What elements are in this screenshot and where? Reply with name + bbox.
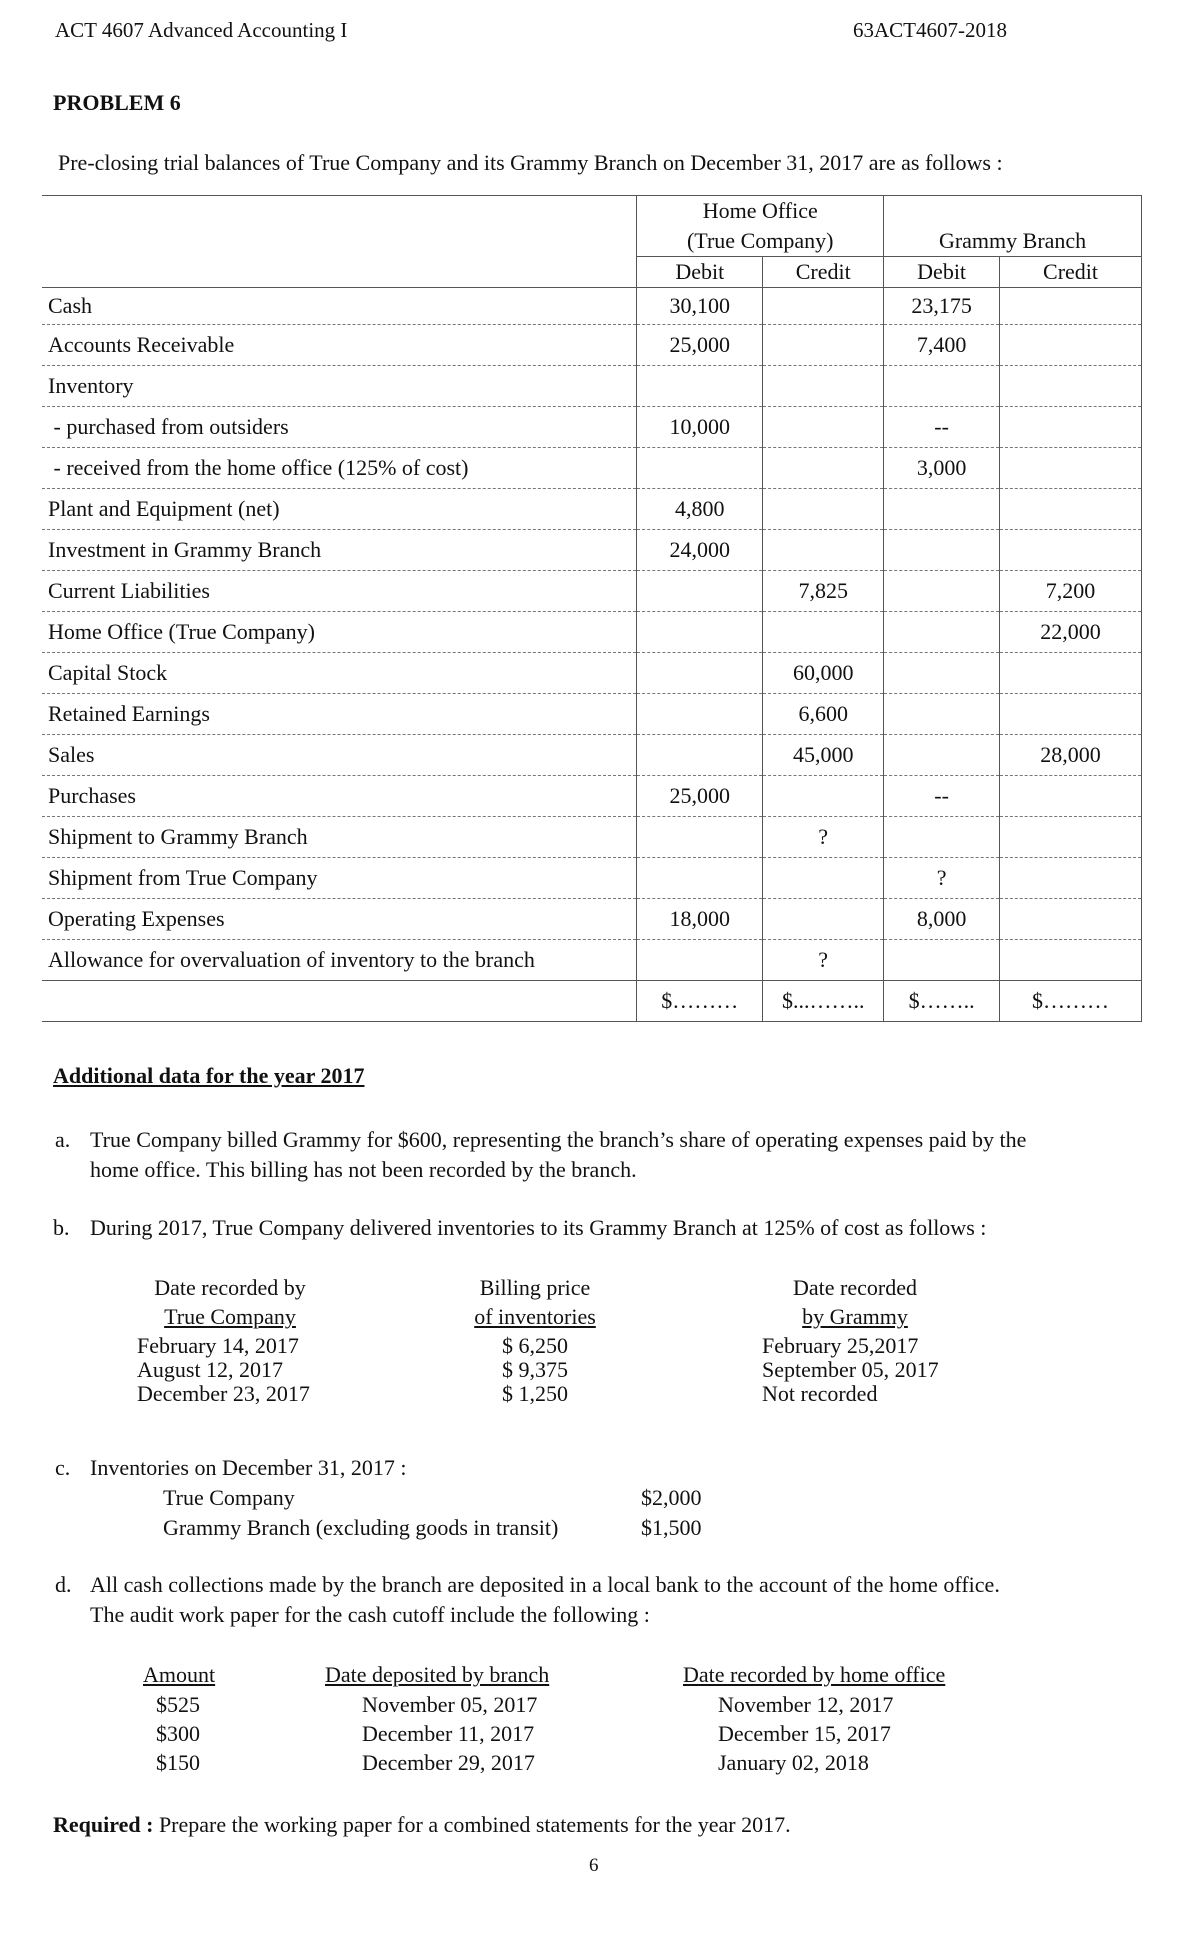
b-row-price: $ 6,250 bbox=[502, 1333, 568, 1358]
item-a-line2: home office. This billing has not been recorded by the branch. bbox=[90, 1157, 637, 1182]
item-d-line2: The audit work paper for the cash cutoff include the following : bbox=[90, 1602, 650, 1627]
amount-bc bbox=[1000, 940, 1142, 981]
amount-bd bbox=[884, 571, 1000, 612]
amount-hd bbox=[637, 817, 763, 858]
amount-hd: 24,000 bbox=[637, 530, 763, 571]
table-row bbox=[42, 448, 1142, 489]
b-col3-header-2: by Grammy bbox=[802, 1304, 908, 1329]
total-branch-credit: $……… bbox=[1000, 981, 1142, 1022]
table-row bbox=[42, 817, 1142, 858]
account-name: Current Liabilities bbox=[42, 571, 637, 612]
d-row-rec: December 15, 2017 bbox=[718, 1721, 891, 1746]
amount-bd bbox=[884, 735, 1000, 776]
amount-hd: 25,000 bbox=[637, 325, 763, 366]
account-name: Retained Earnings bbox=[42, 694, 637, 735]
amount-bc: 28,000 bbox=[1000, 735, 1142, 776]
trial-balance-table bbox=[42, 195, 1142, 1022]
amount-bc bbox=[1000, 407, 1142, 448]
amount-hc: 60,000 bbox=[763, 653, 884, 694]
amount-bc: 22,000 bbox=[1000, 612, 1142, 653]
amount-hd bbox=[637, 366, 763, 407]
account-name: Shipment from True Company bbox=[42, 858, 637, 899]
b-col3-header-1: Date recorded bbox=[793, 1275, 917, 1300]
amount-bd: ? bbox=[884, 858, 1000, 899]
required-line bbox=[53, 1812, 791, 1838]
home-credit-header: Credit bbox=[763, 257, 884, 288]
account-name: Shipment to Grammy Branch bbox=[42, 817, 637, 858]
home-office-header-1: Home Office bbox=[637, 196, 884, 227]
d-col1-header: Amount bbox=[143, 1662, 216, 1687]
amount-bc bbox=[1000, 817, 1142, 858]
amount-hc: ? bbox=[763, 817, 884, 858]
b-row-d1: August 12, 2017 bbox=[137, 1357, 284, 1382]
amount-hc bbox=[763, 899, 884, 940]
d-row-rec: November 12, 2017 bbox=[718, 1692, 894, 1717]
amount-bd bbox=[884, 653, 1000, 694]
amount-hd bbox=[637, 694, 763, 735]
amount-bc bbox=[1000, 858, 1142, 899]
amount-bd bbox=[884, 366, 1000, 407]
amount-hc bbox=[763, 858, 884, 899]
account-name: Accounts Receivable bbox=[42, 325, 637, 366]
total-branch-debit: $…….. bbox=[884, 981, 1000, 1022]
amount-bd bbox=[884, 694, 1000, 735]
account-name: - received from the home office (125% of cost) bbox=[42, 448, 637, 489]
item-a-line1: True Company billed Grammy for $600, representing the branch’s share of operating expenses paid by the bbox=[90, 1127, 1027, 1152]
branch-debit-header: Debit bbox=[884, 257, 1000, 288]
amount-bc bbox=[1000, 776, 1142, 817]
b-col1-header-2: True Company bbox=[164, 1304, 296, 1329]
d-row-dep: November 05, 2017 bbox=[362, 1692, 538, 1717]
item-b-marker: b. bbox=[53, 1215, 70, 1240]
table-row bbox=[42, 858, 1142, 899]
item-c-text: Inventories on December 31, 2017 : bbox=[90, 1455, 407, 1480]
amount-hd: 25,000 bbox=[637, 776, 763, 817]
table-row bbox=[42, 530, 1142, 571]
total-home-debit: $……… bbox=[637, 981, 763, 1022]
amount-hc bbox=[763, 530, 884, 571]
b-row-d1: February 14, 2017 bbox=[137, 1333, 299, 1358]
amount-hc bbox=[763, 489, 884, 530]
account-name: Capital Stock bbox=[42, 653, 637, 694]
account-name: Home Office (True Company) bbox=[42, 612, 637, 653]
amount-bd: -- bbox=[884, 776, 1000, 817]
d-row-rec: January 02, 2018 bbox=[718, 1750, 869, 1775]
b-row-d1: December 23, 2017 bbox=[137, 1381, 310, 1406]
account-name: Purchases bbox=[42, 776, 637, 817]
amount-bc bbox=[1000, 489, 1142, 530]
c-row2-label: Grammy Branch (excluding goods in transit) bbox=[163, 1515, 559, 1540]
amount-hc bbox=[763, 448, 884, 489]
table-row bbox=[42, 776, 1142, 817]
c-row2-value: $1,500 bbox=[641, 1515, 702, 1540]
d-row-amt: $300 bbox=[156, 1721, 200, 1746]
page-number: 6 bbox=[589, 1855, 599, 1876]
required-text: Prepare the working paper for a combined statements for the year 2017. bbox=[158, 1812, 791, 1837]
amount-hd bbox=[637, 735, 763, 776]
b-row-price: $ 9,375 bbox=[502, 1357, 568, 1382]
c-row1-label: True Company bbox=[163, 1485, 295, 1510]
amount-hc bbox=[763, 325, 884, 366]
amount-bc bbox=[1000, 288, 1142, 325]
amount-hd: 30,100 bbox=[637, 288, 763, 325]
b-col2-header-1: Billing price bbox=[479, 1275, 591, 1300]
amount-hc bbox=[763, 612, 884, 653]
course-title: ACT 4607 Advanced Accounting I bbox=[55, 18, 348, 42]
table-row bbox=[42, 325, 1142, 366]
total-home-credit: $...…….. bbox=[763, 981, 884, 1022]
amount-hc: 7,825 bbox=[763, 571, 884, 612]
account-name: Allowance for overvaluation of inventory to the branch bbox=[42, 940, 637, 981]
intro-text: Pre-closing trial balances of True Company and its Grammy Branch on December 31, 2017 are as follows : bbox=[58, 150, 1003, 175]
table-row bbox=[42, 489, 1142, 530]
account-name: Operating Expenses bbox=[42, 899, 637, 940]
amount-bc bbox=[1000, 653, 1142, 694]
amount-bc bbox=[1000, 899, 1142, 940]
amount-hc bbox=[763, 366, 884, 407]
amount-bc bbox=[1000, 530, 1142, 571]
amount-bd: 23,175 bbox=[884, 288, 1000, 325]
table-row bbox=[42, 940, 1142, 981]
d-row-dep: December 11, 2017 bbox=[362, 1721, 535, 1746]
amount-hc: 45,000 bbox=[763, 735, 884, 776]
branch-credit-header: Credit bbox=[1000, 257, 1142, 288]
amount-bd: 3,000 bbox=[884, 448, 1000, 489]
b-col2-header-2: of inventories bbox=[474, 1304, 596, 1329]
problem-title: PROBLEM 6 bbox=[53, 90, 181, 115]
b-row-price: $ 1,250 bbox=[502, 1381, 568, 1406]
table-row bbox=[42, 612, 1142, 653]
amount-hd: 18,000 bbox=[637, 899, 763, 940]
amount-hc bbox=[763, 288, 884, 325]
d-col3-header: Date recorded by home office bbox=[683, 1662, 946, 1687]
account-name: Plant and Equipment (net) bbox=[42, 489, 637, 530]
required-label: Required : bbox=[53, 1812, 154, 1837]
amount-hd bbox=[637, 940, 763, 981]
amount-hc bbox=[763, 776, 884, 817]
amount-hc: 6,600 bbox=[763, 694, 884, 735]
table-row bbox=[42, 407, 1142, 448]
amount-hd bbox=[637, 858, 763, 899]
additional-heading: Additional data for the year 2017 bbox=[53, 1063, 365, 1088]
amount-bc bbox=[1000, 448, 1142, 489]
c-row1-value: $2,000 bbox=[641, 1485, 702, 1510]
b-row-d2: Not recorded bbox=[762, 1381, 878, 1406]
amount-bd bbox=[884, 612, 1000, 653]
table-row bbox=[42, 694, 1142, 735]
amount-hd bbox=[637, 448, 763, 489]
amount-hd bbox=[637, 612, 763, 653]
amount-bd bbox=[884, 530, 1000, 571]
amount-bd: -- bbox=[884, 407, 1000, 448]
item-d-marker: d. bbox=[55, 1572, 72, 1597]
amount-bc bbox=[1000, 366, 1142, 407]
home-debit-header: Debit bbox=[637, 257, 763, 288]
amount-hc bbox=[763, 407, 884, 448]
table-row bbox=[42, 366, 1142, 407]
b-row-d2: February 25,2017 bbox=[762, 1333, 919, 1358]
item-a-marker: a. bbox=[55, 1127, 71, 1152]
amount-hd: 10,000 bbox=[637, 407, 763, 448]
d-row-amt: $525 bbox=[156, 1692, 200, 1717]
amount-bd bbox=[884, 940, 1000, 981]
item-d-line1: All cash collections made by the branch are deposited in a local bank to the account of the home office. bbox=[90, 1572, 1000, 1597]
table-row bbox=[42, 288, 1142, 325]
d-row-amt: $150 bbox=[156, 1750, 200, 1775]
account-name: Cash bbox=[42, 288, 637, 325]
course-code: 63ACT4607-2018 bbox=[853, 18, 1007, 42]
account-name: Sales bbox=[42, 735, 637, 776]
item-b-text: During 2017, True Company delivered inventories to its Grammy Branch at 125% of cost as follows : bbox=[90, 1215, 987, 1240]
item-c-marker: c. bbox=[55, 1455, 71, 1480]
amount-hd bbox=[637, 571, 763, 612]
account-name: Inventory bbox=[42, 366, 637, 407]
b-col1-header-1: Date recorded by bbox=[154, 1275, 306, 1300]
amount-bd: 8,000 bbox=[884, 899, 1000, 940]
amount-bd bbox=[884, 817, 1000, 858]
table-row bbox=[42, 899, 1142, 940]
table-row bbox=[42, 571, 1142, 612]
b-row-d2: September 05, 2017 bbox=[762, 1357, 939, 1382]
amount-hc: ? bbox=[763, 940, 884, 981]
amount-hd bbox=[637, 653, 763, 694]
account-name: - purchased from outsiders bbox=[42, 407, 637, 448]
amount-bd bbox=[884, 489, 1000, 530]
table-row bbox=[42, 653, 1142, 694]
table-row bbox=[42, 735, 1142, 776]
amount-hd: 4,800 bbox=[637, 489, 763, 530]
amount-bc bbox=[1000, 325, 1142, 366]
d-row-dep: December 29, 2017 bbox=[362, 1750, 535, 1775]
amount-bd: 7,400 bbox=[884, 325, 1000, 366]
amount-bc: 7,200 bbox=[1000, 571, 1142, 612]
account-name: Investment in Grammy Branch bbox=[42, 530, 637, 571]
branch-header: Grammy Branch bbox=[884, 226, 1142, 257]
home-office-header-2: (True Company) bbox=[637, 226, 884, 257]
amount-bc bbox=[1000, 694, 1142, 735]
d-col2-header: Date deposited by branch bbox=[325, 1662, 550, 1687]
